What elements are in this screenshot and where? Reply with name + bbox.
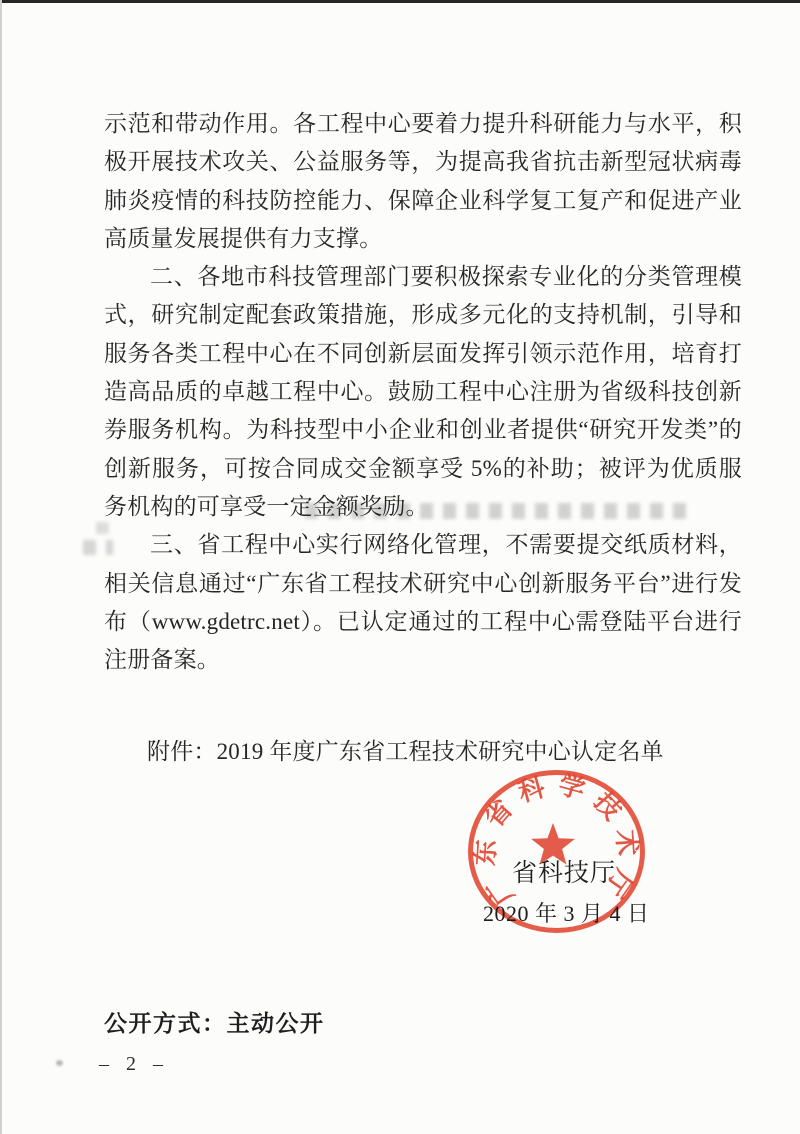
disclosure-line: 公开方式：主动公开 bbox=[104, 1010, 325, 1036]
paragraph-3: 三、省工程中心实行网络化管理，不需要提交纸质材料，相关信息通过“广东省工程技术研究中心创新服务平台”进行发布（www.gdetrc.net）。已认定通过的工程中心需登陆平台进行注册备案。 bbox=[104, 532, 742, 673]
body-text bbox=[104, 105, 742, 679]
scan-edge-top bbox=[0, 0, 800, 3]
sign-date: 2020 年 3 月 4 日 bbox=[483, 901, 650, 926]
seal-center-label: 省科技厅 bbox=[512, 860, 617, 887]
scan-speck bbox=[56, 1060, 63, 1066]
page-number: – 2 – bbox=[99, 1053, 169, 1075]
attachment-line: 附件：2019 年度广东省工程技术研究中心认定名单 bbox=[147, 739, 664, 764]
paragraph-2: 二、各地市科技管理部门要积极探索专业化的分类管理模式，研究制定配套政策措施，形成多元化的支持机制，引导和服务各类工程中心在不同创新层面发挥引领示范作用，培育打造高品质的卓越工程中心。鼓励工程中心注册为省级科技创新券服务机构。为科技型中小企业和创业者提供“研究开发类”的创新服务，可按合同成交金额享受 5%的补助；被评为优质服务机构的可享受一定金额奖励。 bbox=[104, 264, 742, 519]
paragraph-1: 示范和带动作用。各工程中心要着力提升科研能力与水平，积极开展技术攻关、公益服务等，为提高我省抗击新型冠状病毒肺炎疫情的科技防控能力、保障企业科学复工复产和促进产业高质量发展提供有力支撑。 bbox=[104, 111, 742, 251]
seal-ring-text: 广东省科学技术厅 bbox=[470, 770, 643, 911]
scan-edge-left bbox=[0, 0, 2, 1134]
